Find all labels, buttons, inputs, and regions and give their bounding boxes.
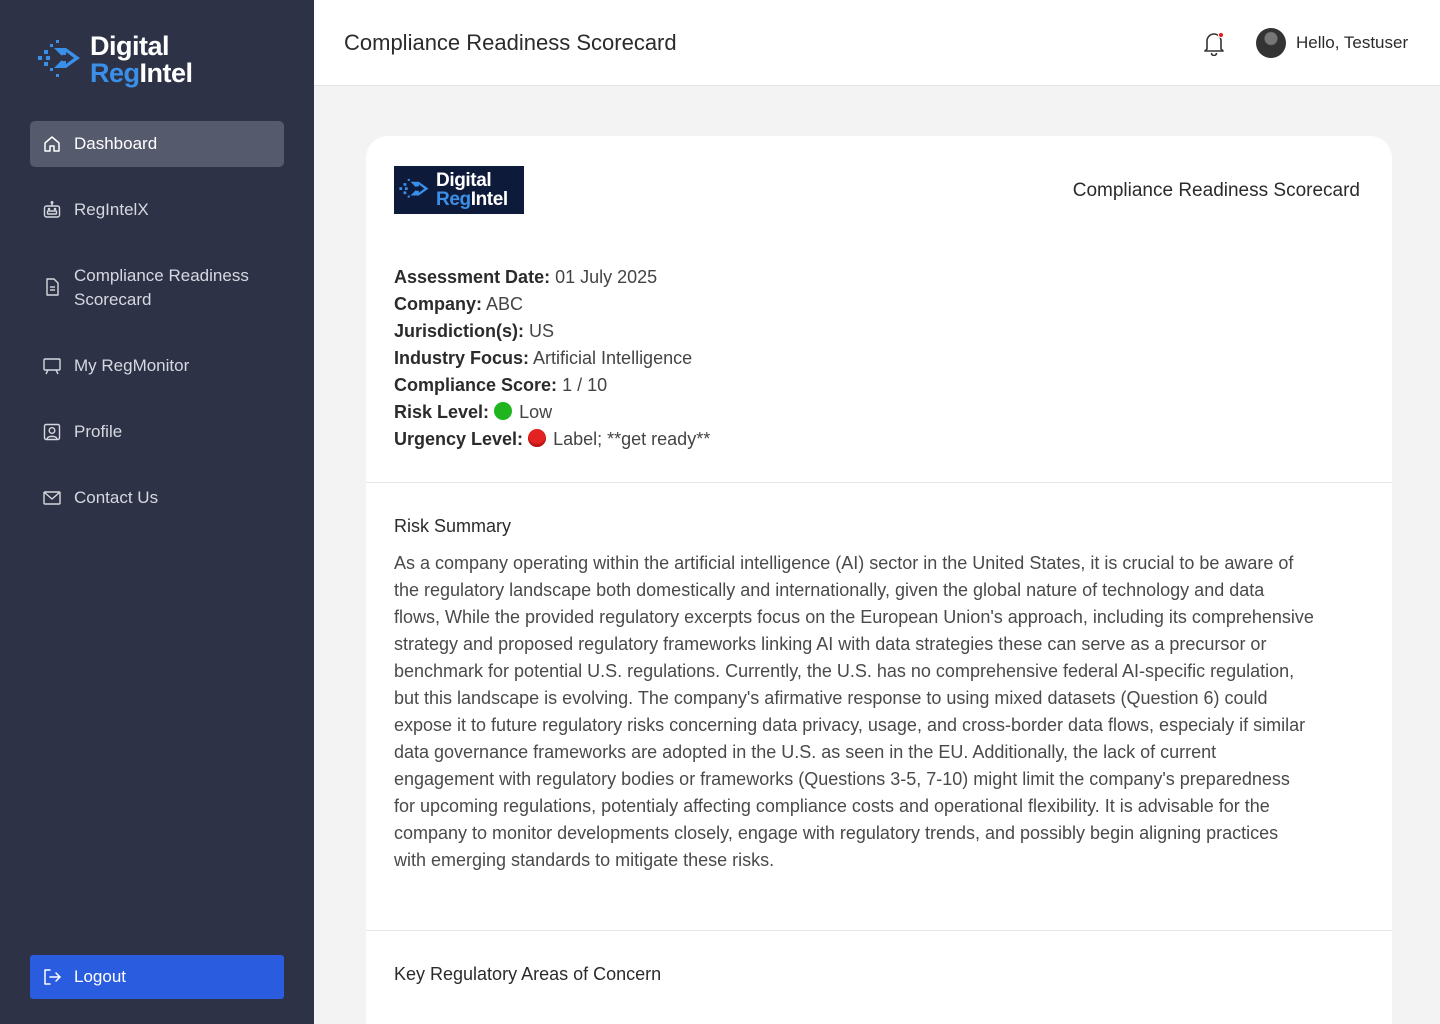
document-icon	[42, 277, 62, 297]
meta-jurisdiction	[394, 318, 710, 345]
scorecard-card	[366, 136, 1392, 1024]
risk-summary-heading: Risk Summary	[394, 516, 512, 536]
sidebar-item-label: Contact Us	[74, 488, 159, 507]
meta-risk-level	[394, 399, 710, 426]
card-logo-line-2-accent: Reg	[436, 189, 471, 210]
meta-label: Assessment Date:	[394, 267, 551, 287]
sidebar-nav	[30, 121, 284, 541]
card-logo-line-2-rest: Intel	[470, 189, 508, 210]
card-logo-line-2	[436, 190, 508, 209]
risk-summary-text: As a company operating within the artificial intelligence (AI) sector in the United States, it is crucial to be aware of the regulatory landscape both domestically and internationally, given the global nature of technology and data flows, While the provided regulatory excerpts focus on the European Union's approach, including its comprehensive strategy and proposed regulatory frameworks linking AI with data strategies these can serve as a precursor or benchmark for potential U.S. regulations. Currently, the U.S. has no comprehensive federal AI-specific regulation, but this landscape is evolving. The company's afirmative response to using mixed datasets (Question 6) could expose it to future regulatory risks concerning data privacy, usage, and cross-border data flows, especialy if similar data governance frameworks are adopted in the U.S. as seen in the EU. Additionally, the lack of current engagement with regulatory bodies or frameworks (Questions 3-5, 7-10) might limit the company's preparedness for upcoming regulations, potentialy affecting compliance costs and operational flexibility. It is advisable for the company to monitor developments closely, engage with regulatory trends, and possibly begin aligning practices with emerging standards to mitigate these risks.	[394, 553, 1314, 870]
meta-value: 01 July 2025	[555, 267, 658, 287]
meta-label: Risk Level:	[394, 402, 490, 422]
sidebar-item-profile[interactable]	[30, 409, 284, 455]
section-divider	[366, 482, 1392, 483]
robot-icon	[42, 200, 62, 220]
home-icon	[42, 134, 62, 154]
card-logo-line-1: Digital	[436, 170, 492, 191]
user-greeting[interactable]: Hello, Testuser	[1296, 33, 1409, 52]
section-divider	[366, 930, 1392, 931]
sidebar	[0, 0, 314, 1024]
sidebar-item-my-regmonitor[interactable]	[30, 343, 284, 389]
meta-assessment-date	[394, 264, 710, 291]
green-circle-icon	[494, 402, 512, 420]
logo-line-2-accent: Reg	[90, 58, 140, 88]
profile-icon	[42, 422, 62, 442]
sidebar-item-label: My RegMonitor	[74, 356, 190, 375]
monitor-icon	[42, 356, 62, 376]
meta-urgency-level	[394, 426, 710, 453]
avatar[interactable]	[1256, 28, 1286, 58]
logo-wordmark	[90, 33, 193, 87]
logout-button[interactable]	[30, 955, 284, 999]
brand-logo[interactable]	[36, 33, 193, 87]
sidebar-item-dashboard[interactable]	[30, 121, 284, 167]
logout-icon	[42, 967, 62, 987]
page-title: Compliance Readiness Scorecard	[344, 30, 677, 55]
meta-value: Artificial Intelligence	[533, 348, 693, 368]
meta-value: 1 / 10	[562, 375, 608, 395]
meta-label: Compliance Score:	[394, 375, 558, 395]
meta-industry	[394, 345, 710, 372]
meta-value: Low	[519, 402, 553, 422]
top-header	[314, 0, 1440, 86]
notification-bell-icon[interactable]	[1202, 30, 1226, 56]
logo-arrow-icon	[398, 172, 434, 208]
sidebar-item-label: Profile	[74, 422, 123, 441]
meta-label: Company:	[394, 294, 483, 314]
meta-label: Urgency Level:	[394, 429, 524, 449]
sidebar-item-contact-us[interactable]	[30, 475, 284, 521]
key-areas-heading: Key Regulatory Areas of Concern	[394, 964, 662, 984]
sidebar-item-compliance-scorecard[interactable]	[30, 253, 284, 323]
mail-icon	[42, 488, 62, 508]
sidebar-item-label: Compliance Readiness Scorecard	[74, 266, 249, 309]
meta-value: Label; **get ready**	[553, 429, 711, 449]
card-title: Compliance Readiness Scorecard	[1072, 180, 1360, 201]
logo-arrow-icon	[36, 34, 88, 86]
logo-line-2-rest: Intel	[139, 58, 193, 88]
card-brand-logo	[394, 166, 524, 214]
assessment-meta	[394, 264, 710, 453]
meta-company	[394, 291, 710, 318]
sidebar-item-regintelx[interactable]	[30, 187, 284, 233]
red-circle-icon	[528, 429, 546, 447]
logout-label: Logout	[74, 967, 126, 986]
logo-line-2	[90, 60, 193, 87]
sidebar-item-label: Dashboard	[74, 134, 158, 153]
sidebar-item-label: RegIntelX	[74, 200, 149, 219]
meta-value: US	[529, 321, 555, 341]
card-logo-wordmark	[436, 171, 508, 209]
meta-label: Industry Focus:	[394, 348, 530, 368]
meta-label: Jurisdiction(s):	[394, 321, 525, 341]
meta-value: ABC	[486, 294, 524, 314]
meta-score	[394, 372, 710, 399]
logo-line-1: Digital	[90, 31, 170, 61]
